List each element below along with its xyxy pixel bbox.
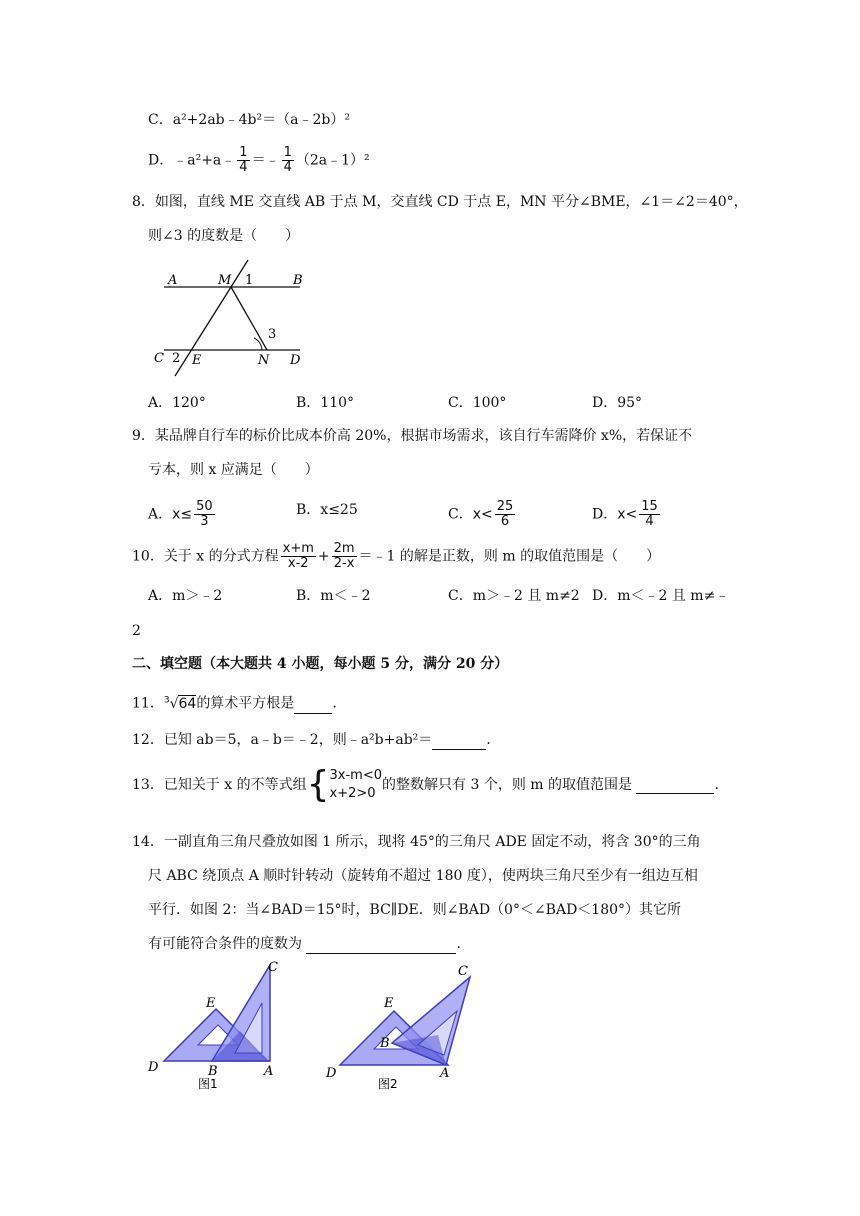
q14-stem-line1: 14．一副直角三角尺叠放如图 1 所示，现将 45°的三角尺 ADE 固定不动，将含 30°的三角 xyxy=(132,834,701,850)
q9-option-c: C．x< $\frac{25}{6}$ xyxy=(448,499,514,529)
label-c: C xyxy=(458,964,468,979)
q9-option-a: A．x≤ $\frac{50}{3}$ xyxy=(148,499,213,529)
q14-stem-line4: 有可能符合条件的度数为 . xyxy=(148,936,461,952)
label-2: 2 xyxy=(172,351,181,366)
label-c: C xyxy=(154,351,164,366)
figure-caption: 图1 xyxy=(198,1077,218,1091)
label-n: N xyxy=(258,353,270,368)
q8-stem-line2: 则∠3 的度数是（ ） xyxy=(148,228,300,244)
fraction: $\frac{2m}{2-x}$ xyxy=(333,541,355,571)
q7-option-c: C．a²+2ab﹣4b²＝（a﹣2b）² xyxy=(148,112,350,128)
brace-icon: { xyxy=(306,764,330,805)
label-b: B xyxy=(293,273,303,288)
q9-stem-line1: 9．某品牌自行车的标价比成本价高 20%，根据市场需求，该自行车需降价 x%，若保证不 xyxy=(132,428,693,444)
figure-caption: 图2 xyxy=(378,1077,398,1091)
q10-option-a: A．m＞﹣2 xyxy=(148,588,223,604)
fraction: $\frac{15}{4}$ xyxy=(641,499,658,529)
q8-option-a: A．120° xyxy=(148,395,206,411)
label-d: D xyxy=(290,353,301,368)
label-a: A xyxy=(264,1064,274,1079)
q9-option-b: B．x≤25 xyxy=(296,502,358,518)
fraction: $\frac{1}{4}$ xyxy=(239,145,248,175)
fraction: $\frac{50}{3}$ xyxy=(196,499,213,529)
label-1: 1 xyxy=(245,273,254,288)
fraction: $\frac{x+m}{x-2}$ xyxy=(282,541,314,571)
q10-stem: 10．关于 x 的分式方程 $\frac{x+m}{x-2}$ + $\frac{2m}{2-x}$ ＝﹣1 的解是正数，则 m 的取值范围是（ ） xyxy=(132,541,661,571)
q8-figure xyxy=(150,258,310,378)
q14-stem-line2: 尺 ABC 绕顶点 A 顺时针转动（旋转角不超过 180 度），使两块三角尺至少有一组边互相 xyxy=(148,868,698,884)
q10-option-d: D．m＜﹣2 且 m≠﹣ xyxy=(592,588,730,604)
label-b: B xyxy=(380,1036,390,1051)
answer-blank[interactable] xyxy=(306,937,456,954)
q8-option-d: D．95° xyxy=(592,395,643,411)
q11-stem: 11．$^3$√64的算术平方根是 . xyxy=(132,695,337,712)
q9-stem-line2: 亏本，则 x 应满足（ ） xyxy=(148,462,319,478)
label-d: D xyxy=(148,1060,159,1075)
q14-stem-line3: 平行．如图 2：当∠BAD＝15°时，BC∥DE．则∠BAD（0°＜∠BAD＜180°）其它所 xyxy=(148,902,682,918)
label-3: 3 xyxy=(268,327,277,342)
label-e: E xyxy=(384,996,394,1011)
answer-blank[interactable] xyxy=(636,777,714,794)
label-c: C xyxy=(268,960,278,975)
q10-option-c: C．m＞﹣2 且 m≠2 xyxy=(448,588,580,604)
label-e: E xyxy=(206,996,216,1011)
label-a: A xyxy=(440,1066,450,1081)
fraction: $\frac{1}{4}$ xyxy=(283,145,292,175)
q12-stem: 12．已知 ab＝5，a﹣b＝﹣2，则﹣a²b+ab²＝ . xyxy=(132,732,491,748)
label-b: B xyxy=(208,1064,218,1079)
q8-stem-line1: 8．如图，直线 ME 交直线 AB 于点 M，交直线 CD 于点 E，MN 平分∠BME，∠1＝∠2＝40°， xyxy=(132,194,748,210)
answer-blank[interactable] xyxy=(432,733,486,750)
label-e: E xyxy=(192,353,202,368)
q10-option-d-wrap: 2 xyxy=(132,623,141,639)
label-a: A xyxy=(168,273,178,288)
inequality-system: 3x-m<0 x+2>0 xyxy=(329,768,383,801)
q14-figure-2 xyxy=(320,955,480,1095)
q10-option-b: B．m＜﹣2 xyxy=(296,588,371,604)
label-d: D xyxy=(326,1066,337,1081)
q13-stem: 13．已知关于 x 的不等式组{ 3x-m<0 x+2>0 的整数解只有 3 个，则 m 的取值范围是 . xyxy=(132,764,719,805)
q9-option-d: D．x< $\frac{15}{4}$ xyxy=(592,499,658,529)
label-m: M xyxy=(218,273,232,288)
section-title: 二、填空题（本大题共 4 小题，每小题 5 分，满分 20 分） xyxy=(132,656,509,672)
q8-option-b: B．110° xyxy=(296,395,355,411)
fraction: $\frac{25}{6}$ xyxy=(496,499,514,529)
q14-figure-1 xyxy=(142,955,292,1095)
answer-blank[interactable] xyxy=(294,697,332,714)
q8-option-c: C．100° xyxy=(448,395,507,411)
q7-option-d: D．﹣a²+a﹣ $\frac{1}{4}$ ＝﹣ $\frac{1}{4}$ （2a﹣1）² xyxy=(148,145,370,175)
cube-root: $^3$√64 xyxy=(163,695,197,712)
